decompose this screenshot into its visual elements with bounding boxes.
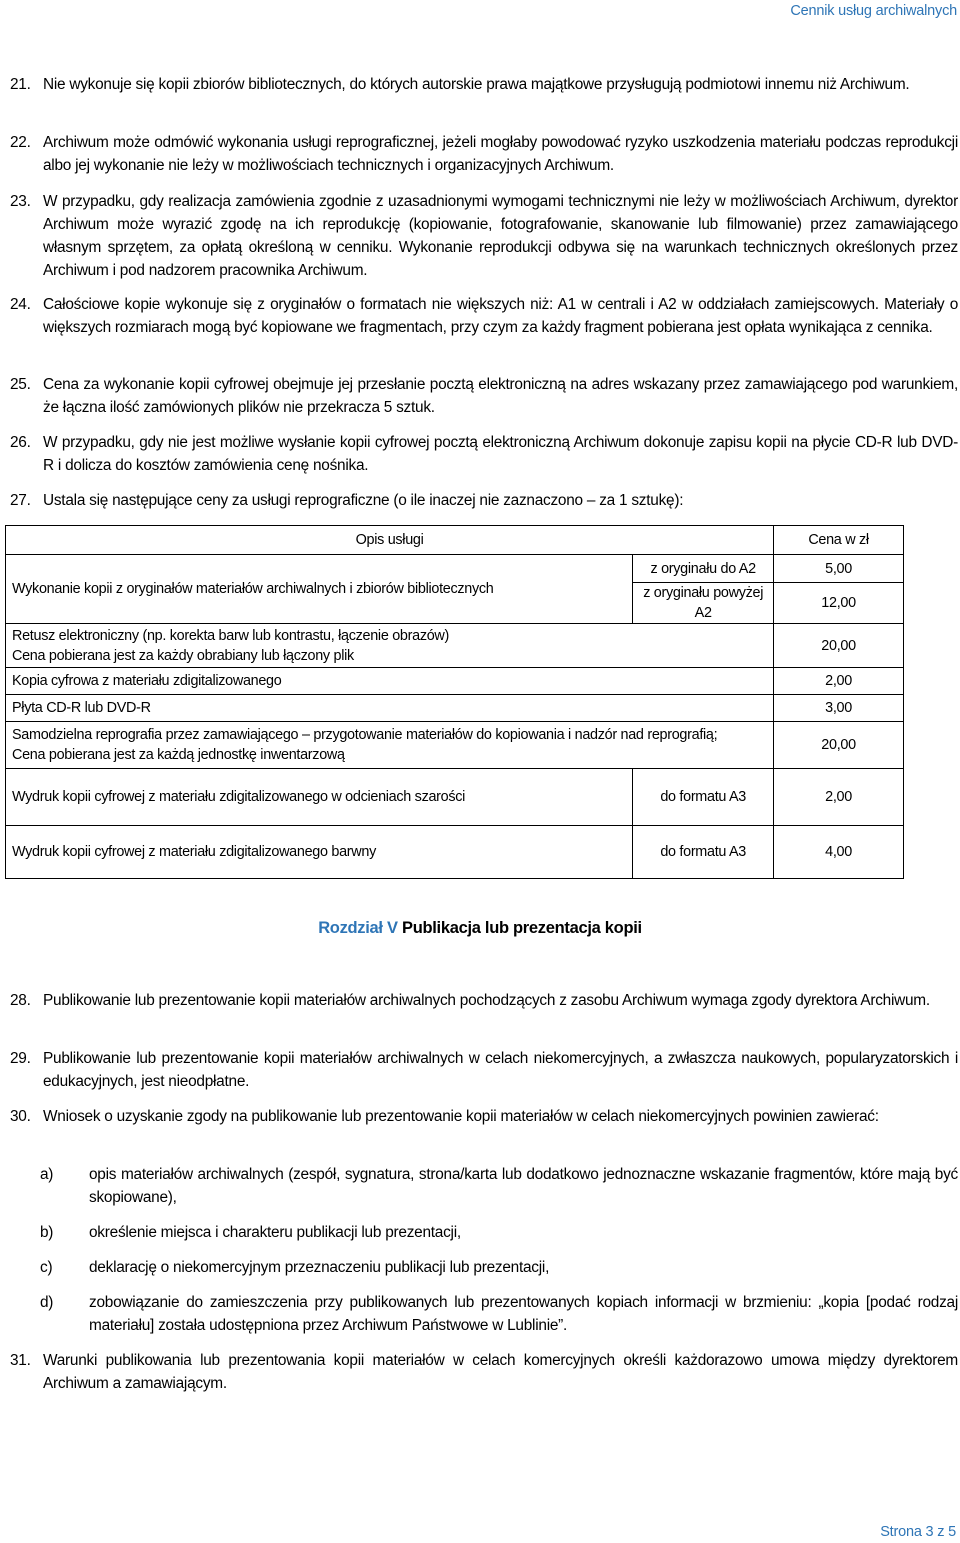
list-item-26 xyxy=(10,431,958,477)
item-number: 31. xyxy=(10,1352,31,1369)
sub-item-b xyxy=(40,1221,958,1244)
header-price: Cena w zł xyxy=(774,526,904,555)
item-number: 26. xyxy=(10,434,31,451)
item-text: Nie wykonuje się kopii zbiorów bibliotecznych, do których autorskie prawa majątkowe przysługują podmiotowi innemu niż Archiwum. xyxy=(43,76,910,93)
sub-item-text: opis materiałów archiwalnych (zespół, sygnatura, strona/karta lub dodatkowo jednoznaczne wskazanie fragmentów, które mają być skopiowane), xyxy=(89,1166,958,1206)
list-item-27 xyxy=(10,489,958,512)
item-text: Cena za wykonanie kopii cyfrowej obejmuje jej przesłanie pocztą elektroniczną na adres wskazany przez zamawiającego pod warunkiem, że łączna ilość zamówionych plików nie przekracza 5 sztuk. xyxy=(43,376,958,416)
cell-price: 3,00 xyxy=(774,695,904,722)
cell-description: Wydruk kopii cyfrowej z materiału zdigitalizowanego w odcieniach szarości xyxy=(6,769,633,826)
item-number: 23. xyxy=(10,193,31,210)
item-text: Całościowe kopie wykonuje się z oryginałów o formatach nie większych niż: A1 w centrali i A2 w oddziałach zamiejscowych. Materiały o większych rozmiarach mogą być kopiowane we fragmentach, przy czym za każdy fragment pobierana jest opłata wynikająca z cennika. xyxy=(43,296,958,336)
price-table xyxy=(5,525,904,879)
list-item-31 xyxy=(10,1349,958,1395)
list-item-22 xyxy=(10,131,958,177)
sub-item-text: deklarację o niekomercyjnym przeznaczeniu publikacji lub prezentacji, xyxy=(89,1259,550,1276)
item-text: Archiwum może odmówić wykonania usługi reprograficznej, jeżeli mogłaby powodować ryzyko uszkodzenia materiału podczas reprodukcji albo jej wykonanie nie leży w możliwościach technicznych i organizacyjnych Archiwum. xyxy=(43,134,958,174)
cell-description xyxy=(6,722,774,769)
item-text: Wniosek o uzyskanie zgody na publikowanie lub prezentowanie kopii materiałów w celach niekomercyjnych powinien zawierać: xyxy=(43,1108,879,1125)
description-line: Cena pobierana jest za każdą jednostkę inwentarzową xyxy=(12,747,345,763)
table-row xyxy=(6,555,904,583)
item-number: 30. xyxy=(10,1108,31,1125)
cell-price: 20,00 xyxy=(774,722,904,769)
item-text: Ustala się następujące ceny za usługi reprograficzne (o ile inaczej nie zaznaczono – za 1 sztukę): xyxy=(43,492,684,509)
sub-item-letter: b) xyxy=(40,1224,54,1241)
cell-price: 2,00 xyxy=(774,668,904,695)
item-text: Publikowanie lub prezentowanie kopii materiałów archiwalnych w celach niekomercyjnych, a zwłaszcza naukowych, popularyzatorskich i edukacyjnych, jest nieodpłatne. xyxy=(43,1050,958,1090)
item-text: Warunki publikowania lub prezentowania kopii materiałów w celach komercyjnych określi każdorazowo umowa między dyrektorem Archiwum a zamawiającym. xyxy=(43,1352,958,1392)
item-number: 24. xyxy=(10,296,31,313)
item-number: 28. xyxy=(10,992,31,1009)
table-row xyxy=(6,769,904,826)
table-row xyxy=(6,826,904,879)
cell-variant: do formatu A3 xyxy=(633,769,774,826)
cell-price: 12,00 xyxy=(774,583,904,624)
description-line: Retusz elektroniczny (np. korekta barw lub kontrastu, łączenie obrazów) xyxy=(12,627,450,644)
sub-item-a xyxy=(40,1163,958,1209)
item-number: 29. xyxy=(10,1050,31,1067)
cell-description: Wykonanie kopii z oryginałów materiałów archiwalnych i zbiorów bibliotecznych xyxy=(6,555,633,624)
item-number: 25. xyxy=(10,376,31,393)
cell-price: 20,00 xyxy=(774,624,904,668)
description-line: Samodzielna reprografia przez zamawiającego – przygotowanie materiałów do kopiowania i nadzór nad reprografią; xyxy=(12,727,718,743)
list-item-25 xyxy=(10,373,958,419)
item-text: W przypadku, gdy nie jest możliwe wysłanie kopii cyfrowej pocztą elektroniczną Archiwum dokonuje zapisu kopii na płycie CD-R lub DVD-R i dolicza do kosztów zamówienia cenę nośnika. xyxy=(43,434,958,474)
list-item-28 xyxy=(10,989,958,1012)
table-header-row xyxy=(6,526,904,555)
cell-price: 4,00 xyxy=(774,826,904,879)
description-line: Cena pobierana jest za każdy obrabiany lub łączony plik xyxy=(12,647,354,664)
cell-variant: z oryginału do A2 xyxy=(633,555,774,583)
section-title: Publikacja lub prezentacja kopii xyxy=(402,919,642,937)
sub-item-text: określenie miejsca i charakteru publikacji lub prezentacji, xyxy=(89,1224,461,1241)
cell-variant: z oryginału powyżej A2 xyxy=(633,583,774,624)
list-item-21 xyxy=(10,73,958,96)
list-item-23 xyxy=(10,190,958,282)
page-header: Cennik usług archiwalnych xyxy=(790,3,957,19)
item-text: Publikowanie lub prezentowanie kopii materiałów archiwalnych pochodzących z zasobu Archiwum wymaga zgody dyrektora Archiwum. xyxy=(43,992,930,1009)
cell-description xyxy=(6,624,774,668)
cell-price: 5,00 xyxy=(774,555,904,583)
section-heading xyxy=(0,919,960,938)
table-row xyxy=(6,695,904,722)
cell-description: Płyta CD-R lub DVD-R xyxy=(6,695,774,722)
sub-item-letter: c) xyxy=(40,1259,53,1276)
list-item-24 xyxy=(10,293,958,339)
cell-description: Kopia cyfrowa z materiału zdigitalizowanego xyxy=(6,668,774,695)
section-label: Rozdział V xyxy=(318,919,398,937)
cell-description: Wydruk kopii cyfrowej z materiału zdigitalizowanego barwny xyxy=(6,826,633,879)
sub-item-letter: a) xyxy=(40,1166,54,1183)
table-row xyxy=(6,722,904,769)
table-row xyxy=(6,668,904,695)
sub-item-letter: d) xyxy=(40,1294,54,1311)
list-item-30 xyxy=(10,1105,958,1128)
cell-variant: do formatu A3 xyxy=(633,826,774,879)
item-number: 27. xyxy=(10,492,31,509)
sub-item-d xyxy=(40,1291,958,1337)
page-footer: Strona 3 z 5 xyxy=(880,1524,956,1540)
item-text: W przypadku, gdy realizacja zamówienia zgodnie z uzasadnionymi wymogami technicznymi nie leży w możliwościach Archiwum, dyrektor Archiwum może wyrazić zgodę na ich reprodukcję (kopiowanie, fotografowanie, skanowanie lub filmowanie) przez zamawiającego własnym sprzętem, za opłatą określoną w cenniku. Wykonanie reprodukcji odbywa się na warunkach technicznych określonych przez Archiwum i pod nadzorem pracownika Archiwum. xyxy=(43,193,958,279)
list-item-29 xyxy=(10,1047,958,1093)
table-row xyxy=(6,624,904,668)
item-number: 21. xyxy=(10,76,31,93)
sub-item-text: zobowiązanie do zamieszczenia przy publikowanych lub prezentowanych kopiach informacji w brzmieniu: „kopia [podać rodzaj materiału] została udostępniona przez Archiwum Państwowe w Lublinie”. xyxy=(89,1294,958,1334)
item-number: 22. xyxy=(10,134,31,151)
cell-price: 2,00 xyxy=(774,769,904,826)
sub-item-c xyxy=(40,1256,958,1279)
header-description: Opis usługi xyxy=(6,526,774,555)
